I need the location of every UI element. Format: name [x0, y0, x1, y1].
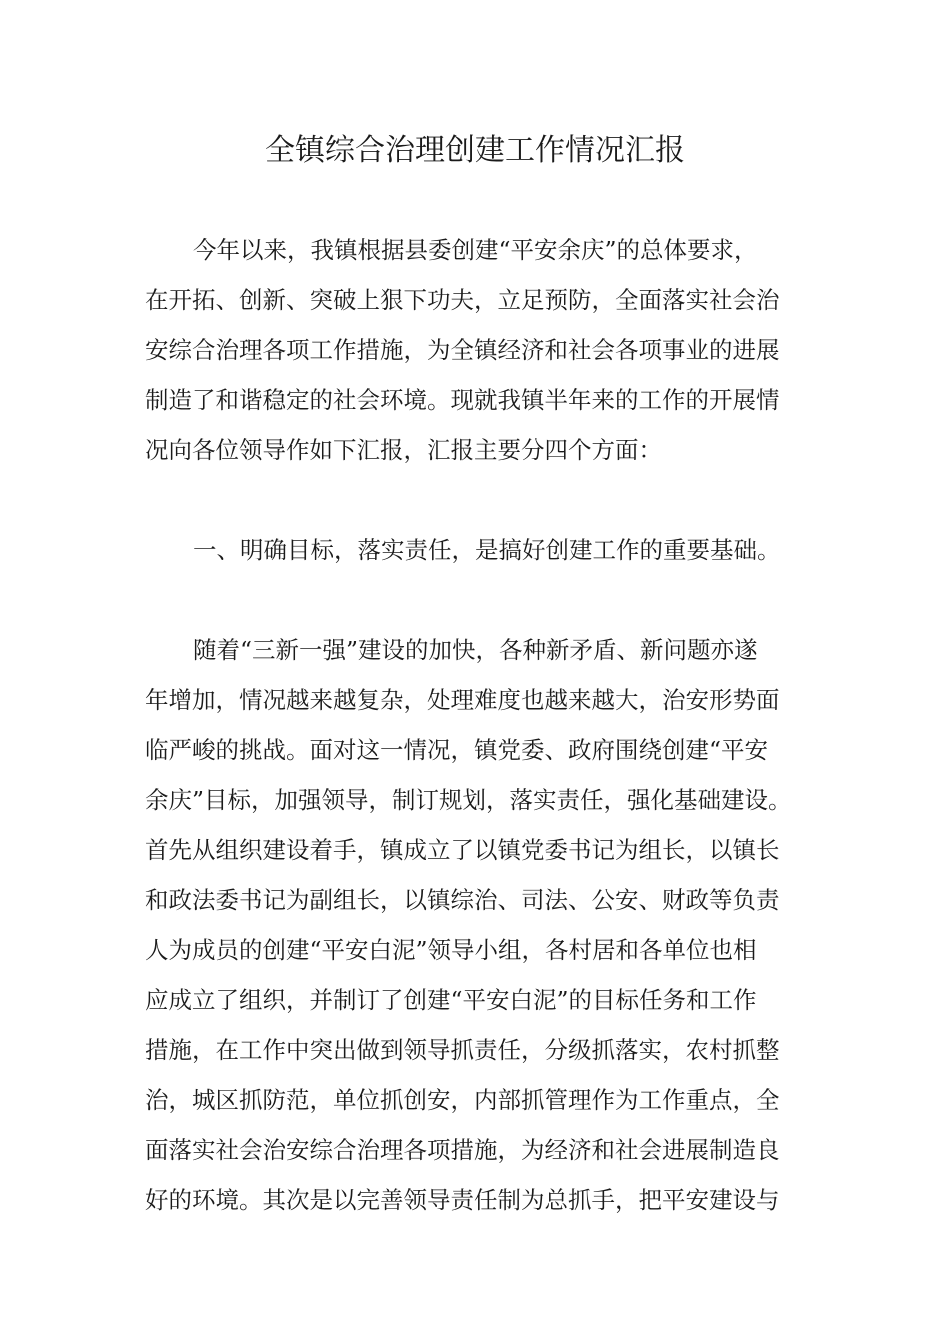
paragraph-1-line-4: 制造了和谐稳定的社会环境。现就我镇半年来的工作的开展情	[145, 386, 780, 414]
paragraph-2-line-6: 和政法委书记为副组长，以镇综治、司法、公安、财政等负责	[145, 886, 780, 914]
paragraph-2-line-2: 年增加，情况越来越复杂，处理难度也越来越大，治安形势面	[145, 686, 780, 714]
paragraph-1-line-2: 在开拓、创新、突破上狠下功夫，立足预防，全面落实社会治	[145, 286, 780, 314]
paragraph-2-line-3: 临严峻的挑战。面对这一情况，镇党委、政府围绕创建“平安	[145, 736, 769, 764]
paragraph-2-line-12: 好的环境。其次是以完善领导责任制为总抓手，把平安建设与	[145, 1186, 780, 1214]
paragraph-2-line-5: 首先从组织建设着手，镇成立了以镇党委书记为组长，以镇长	[145, 836, 780, 864]
paragraph-2-line-7: 人为成员的创建“平安白泥”领导小组，各村居和各单位也相	[145, 936, 757, 964]
paragraph-1-line-5: 况向各位领导作如下汇报，汇报主要分四个方面：	[145, 436, 662, 464]
paragraph-2-line-11: 面落实社会治安综合治理各项措施，为经济和社会进展制造良	[145, 1136, 780, 1164]
paragraph-2-line-9: 措施，在工作中突出做到领导抓责任，分级抓落实，农村抓整	[145, 1036, 780, 1064]
paragraph-2-line-10: 治，城区抓防范，单位抓创安，内部抓管理作为工作重点，全	[145, 1086, 780, 1114]
section-heading-1: 一、明确目标，落实责任，是搞好创建工作的重要基础。	[193, 536, 781, 564]
paragraph-1-line-3: 安综合治理各项工作措施，为全镇经济和社会各项事业的进展	[145, 336, 780, 364]
paragraph-2-line-4: 余庆”目标，加强领导，制订规划，落实责任，强化基础建设。	[145, 786, 792, 814]
document-title: 全镇综合治理创建工作情况汇报	[265, 133, 685, 168]
paragraph-2-line-8: 应成立了组织，并制订了创建“平安白泥”的目标任务和工作	[145, 986, 757, 1014]
paragraph-2-line-1: 随着“三新一强”建设的加快，各种新矛盾、新问题亦遂	[193, 636, 758, 664]
paragraph-1-line-1: 今年以来，我镇根据县委创建“平安余庆”的总体要求，	[193, 236, 758, 264]
